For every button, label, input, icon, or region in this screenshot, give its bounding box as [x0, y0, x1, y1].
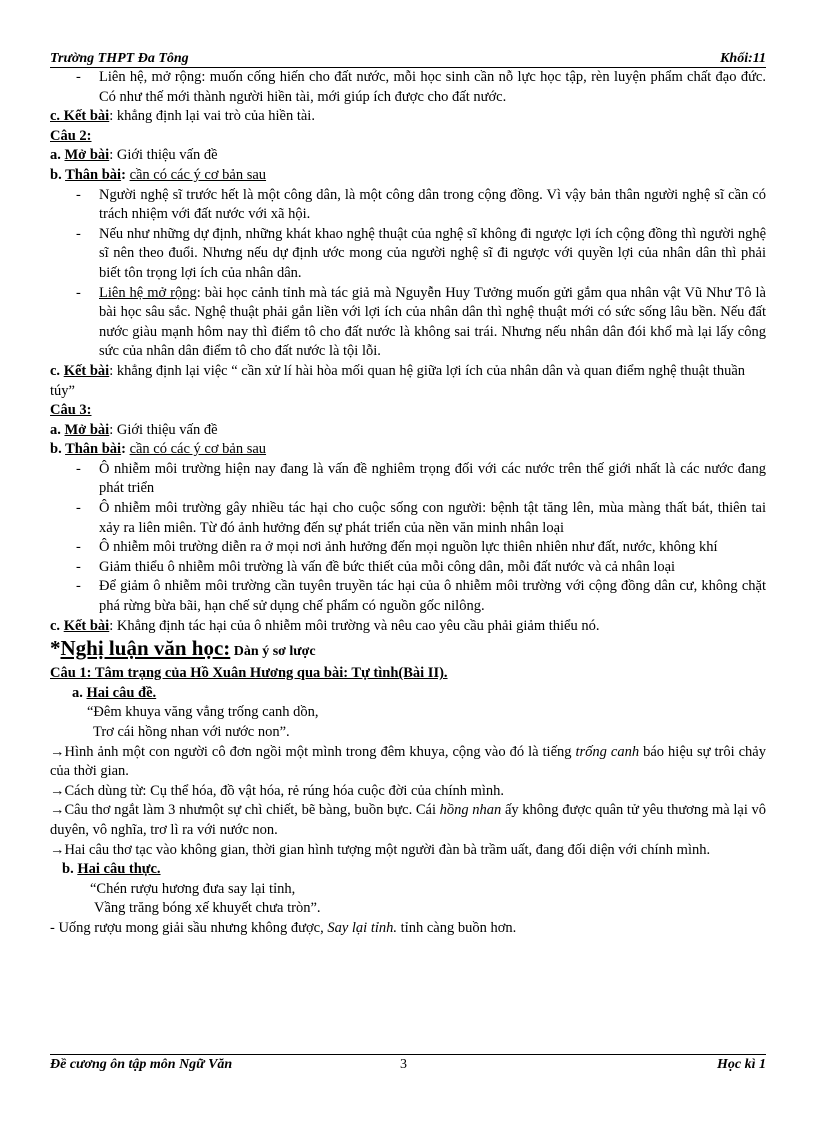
analysis-arrow-3: → Câu thơ ngắt làm 3 nhưmột sự chì chiết, bẽ bàng, buồn bực. Cái hồng nhan ấy không được quân tử yêu thương mà lại vô duyên, vô nghĩa, trơ lì ra với nước non.	[50, 801, 766, 840]
van-hoc-heading: *Nghị luận văn học: Dàn ý sơ lược	[50, 636, 316, 661]
cau2-title: Câu 2:	[50, 127, 92, 144]
section-b-heading: b. Hai câu thực.	[62, 861, 161, 878]
cau3-bullet-5: - Để giảm ô nhiễm môi trường cần tuyên truyền tác hại của ô nhiễm môi trường với cộng đồng dân cư, không chặt phá rừng bừa bãi, hạn chế sử dụng chế phẩm có nguồn gốc nilông.	[50, 577, 766, 616]
page-footer	[50, 1057, 766, 1077]
cau2-ket-label: Kết bài	[63, 362, 110, 379]
analysis-arrow-4: → Hai câu thơ tạc vào không gian, thời gian hình tượng một người đàn bà trầm uất, đang đối diện với chính mình.	[50, 841, 766, 861]
quote-a-line-1: “Đêm khuya văng vẳng trống canh dồn,	[87, 704, 319, 721]
intro-ket-label: c. Kết bài	[50, 108, 110, 125]
cau2-mo-bai: a. Mở bài: Giới thiệu vấn đề	[50, 147, 218, 164]
quote-b-line-1: “Chén rượu hương đưa say lại tỉnh,	[90, 880, 296, 897]
cau2-mo-label: Mở bài	[64, 147, 110, 164]
page-number: 3	[400, 1057, 407, 1072]
cau3-title: Câu 3:	[50, 402, 92, 419]
document-body	[50, 68, 766, 939]
footer-subject: Đề cương ôn tập môn Ngữ Văn	[50, 1057, 233, 1072]
cau3-mo-bai: a. Mở bài: Giới thiệu vấn đề	[50, 421, 218, 438]
cau3-bullet-2: - Ô nhiễm môi trường gây nhiều tác hại cho cuộc sống con người: bệnh tật tăng lên, mùa màng thất bát, thiên tai xảy ra liên miên. Từ đó ảnh hưởng đến sự phát triển của nền văn minh nhân loại	[50, 499, 766, 538]
intro-bullet: - Liên hệ, mở rộng: muốn cống hiến cho đất nước, mỗi học sinh cần nỗ lực học tập, rèn luyện phẩm chất đạo đức. Có như thế mới thành người hiền tài, mới giúp ích được cho đất nước.	[50, 68, 766, 107]
section-a-heading: a. Hai câu đề.	[72, 684, 157, 701]
van-hoc-cau1-title: Câu 1: Tâm trạng của Hồ Xuân Hương qua bài: Tự tình(Bài II).	[50, 665, 448, 682]
footer-term: Học kì 1	[717, 1057, 766, 1072]
intro-ket-text: : khẳng định lại vai trò của hiền tài.	[109, 108, 315, 125]
van-hoc-heading-note: Dàn ý sơ lược	[230, 644, 316, 660]
cau3-bullet-3: - Ô nhiễm môi trường diễn ra ở mọi nơi ảnh hưởng đến mọi nguồn lực thiên nhiên như đất, nước, không khí	[50, 538, 766, 558]
section-a-label: Hai câu đề.	[86, 684, 157, 701]
cau3-than-bai: b. Thân bài: cần có các ý cơ bản sau	[50, 441, 267, 458]
cau3-ket-label: Kết bài	[63, 617, 110, 634]
cau2-bullet-2: - Nếu như những dự định, những khát khao nghệ thuật của nghệ sĩ không đi ngược lợi ích cộng đồng thì người nghệ sĩ nên theo đuổi. Nhưng nếu dự định ước mong của người nghệ sĩ đi ngược với quyền lợi của nhân dân thì phải biết tôn trọng lợi ích của nhân dân.	[50, 225, 766, 284]
footer-divider	[50, 1054, 766, 1055]
cau2-bullet-3-label: Liên hệ mở rộng	[99, 284, 197, 301]
quote-b-line-2: Vầng trăng bóng xế khuyết chưa tròn”.	[94, 900, 321, 917]
analysis-last-line: - Uống rượu mong giải sầu nhưng không được, Say lại tỉnh. tỉnh càng buồn hơn.	[50, 919, 517, 936]
cau3-mo-label: Mở bài	[64, 421, 110, 438]
school-name: Trường THPT Đa Tông	[50, 51, 189, 66]
section-b-label: Hai câu thực.	[77, 861, 161, 878]
cau2-ket-bai: c. Kết bài: khẳng định lại việc “ cần xử lí hài hòa mối quan hệ giữa lợi ích của nhân dân và quan điểm nghệ thuật thuần túy”	[50, 362, 746, 399]
cau2-bullet-3: - Liên hệ mở rộng: bài học cảnh tỉnh mà tác giả mà Nguyễn Huy Tưởng muốn gửi gắm qua nhân vật Vũ Như Tô là bài học sâu sắc. Nghệ thuật phải gắn liền với lợi ích của nhân dân thì nghệ thuật mới có sức sống lâu bền. Nếu đất nước giàu mạnh hôm nay thì điểm tô cho đất nước là không sai trái. Nhưng nếu nhân dân đói khổ mà lại lấy công sức của nhân dân điểm tô cho đất nước là tội lỗi.	[50, 284, 766, 362]
cau2-bullet-1: - Người nghệ sĩ trước hết là một công dân, là một công dân trong cộng đồng. Vì vậy bản thân người nghệ sĩ cần có trách nhiệm với đất nước với xã hội.	[50, 186, 766, 225]
van-hoc-heading-text: Nghị luận văn học:	[60, 636, 231, 661]
analysis-arrow-2: → Cách dùng từ: Cụ thể hóa, đồ vật hóa, rẻ rúng hóa cuộc đời của chính mình.	[50, 782, 766, 802]
cau3-bullet-1: - Ô nhiễm môi trường hiện nay đang là vấn đề nghiêm trọng đối với các nước trên thế giới nhất là các nước đang phát triển	[50, 460, 766, 499]
cau3-bullet-4: - Giảm thiểu ô nhiễm môi trường là vấn đề bức thiết của mỗi công dân, mỗi đất nước và cả nhân loại	[50, 558, 766, 578]
cau2-than-label: Thân bài	[65, 166, 122, 183]
cau3-than-label: Thân bài	[65, 441, 122, 458]
cau2-than-bai: b. Thân bài: cần có các ý cơ bản sau	[50, 166, 267, 183]
analysis-arrow-1: → Hình ảnh một con người cô đơn ngồi một mình trong đêm khuya, cộng vào đó là tiếng trống canh báo hiệu sự trôi chảy của thời gian.	[50, 743, 766, 782]
grade-label: Khối:11	[720, 51, 766, 66]
cau3-ket-bai: c. Kết bài: Khẳng định tác hại của ô nhiễm môi trường và nêu cao yêu cầu phải giảm thiểu nó.	[50, 617, 600, 634]
intro-ket-bai	[50, 107, 766, 127]
quote-a-line-2: Trơ cái hồng nhan với nước non”.	[93, 724, 290, 740]
